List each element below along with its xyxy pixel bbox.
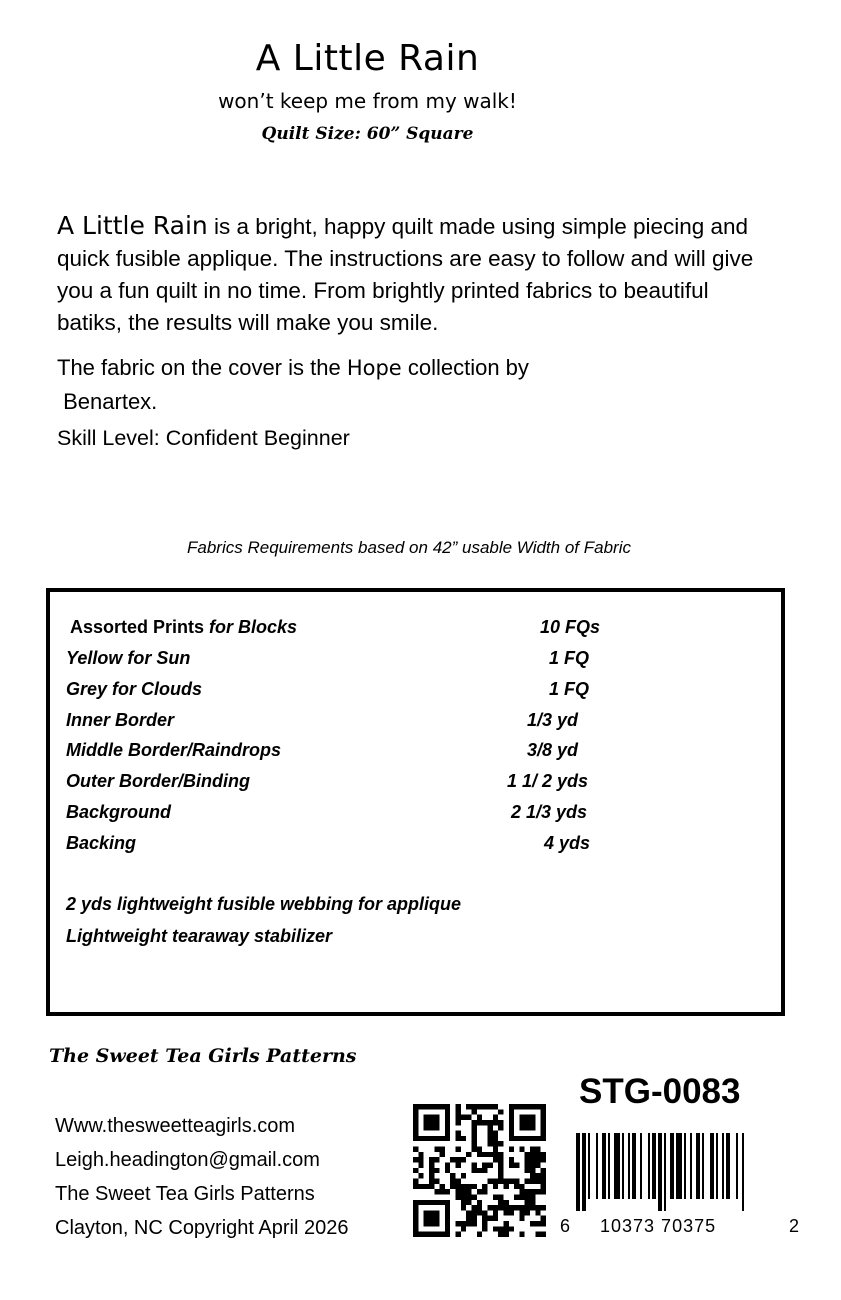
company-name: The Sweet Tea Girls Patterns	[55, 1183, 315, 1205]
requirement-qty: 4 yds	[544, 833, 591, 853]
requirement-qty: 1/3 yd	[527, 710, 579, 730]
requirement-qty: 1 1/ 2 yds	[507, 771, 589, 791]
requirement-extra-text: 2 yds lightweight fusible webbing for applique	[66, 894, 462, 914]
requirement-qty: 3/8 yd	[527, 740, 579, 760]
fabric-collection-name: Hope	[346, 356, 402, 380]
description-pattern-name: A Little Rain	[57, 211, 208, 240]
fabric-collection-line	[57, 351, 777, 418]
requirement-qty: 1 FQ	[549, 648, 590, 668]
fabric-prefix: The fabric on the cover is the	[57, 355, 347, 380]
requirement-label: Grey for Clouds	[66, 679, 203, 699]
requirement-label: Outer Border/Binding	[66, 771, 250, 791]
requirement-label-italic: for Blocks	[209, 617, 298, 637]
description-text: is a bright, happy quilt made using simple piecing and quick fusible applique. The instructions are easy to follow and will give you a fun quilt in no time. From brightly printed fabrics to beautiful batiks, the results will make you smile.	[57, 214, 754, 335]
requirement-extra-text: Lightweight tearaway stabilizer	[66, 926, 333, 946]
requirement-label-plain: Assorted Prints	[70, 617, 210, 637]
barcode-icon	[576, 1133, 786, 1211]
website-link[interactable]: Www.thesweetteagirls.com	[55, 1115, 296, 1137]
quilt-size: Quilt Size: 60” Square	[261, 124, 474, 144]
barcode-lead-digit: 6	[560, 1216, 571, 1236]
skill-level: Skill Level: Confident Beginner	[57, 426, 350, 450]
requirement-qty: 2 1/3 yds	[511, 802, 588, 822]
fabric-maker: Benartex.	[63, 389, 158, 414]
email-link[interactable]: Leigh.headington@gmail.com	[55, 1149, 320, 1171]
requirement-label: Background	[66, 802, 172, 822]
requirement-qty: 10 FQs	[540, 617, 601, 637]
pattern-code: STG-0083	[579, 1072, 741, 1111]
requirement-label: Middle Border/Raindrops	[66, 740, 282, 760]
requirements-box	[46, 588, 785, 1016]
requirement-label: Yellow for Sun	[66, 648, 191, 668]
requirement-label	[70, 617, 297, 638]
barcode-check-digit: 2	[789, 1216, 800, 1236]
copyright-line: Clayton, NC Copyright April 2026	[55, 1217, 349, 1239]
requirement-label: Backing	[66, 833, 137, 853]
requirements-note: Fabrics Requirements based on 42” usable Width of Fabric	[187, 538, 631, 557]
description-paragraph	[57, 210, 777, 339]
requirement-label: Inner Border	[66, 710, 175, 730]
qr-code-icon	[413, 1104, 546, 1237]
brand-name: The Sweet Tea Girls Patterns	[49, 1045, 357, 1067]
fabric-suffix: collection by	[401, 355, 529, 380]
pattern-subtitle: won’t keep me from my walk!	[218, 89, 517, 113]
barcode-digits: 10373 70375	[600, 1216, 717, 1236]
requirement-qty: 1 FQ	[549, 679, 590, 699]
pattern-title: A Little Rain	[255, 38, 480, 79]
